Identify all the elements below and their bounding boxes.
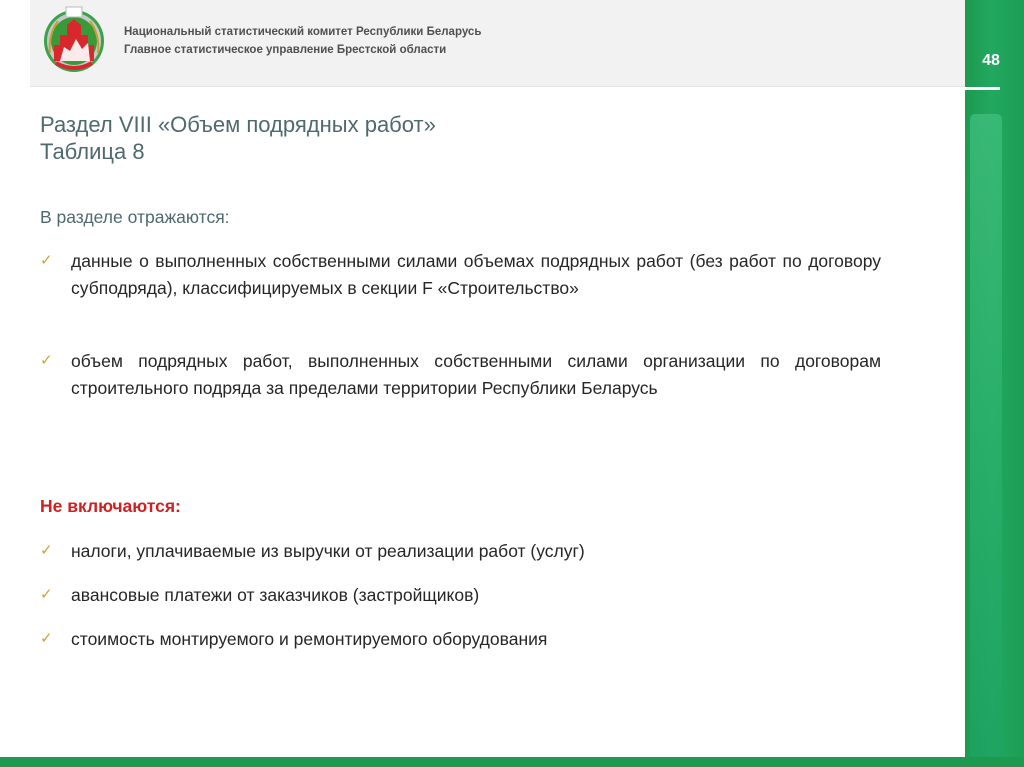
check-icon: ✓ — [40, 352, 53, 369]
list-item — [40, 541, 880, 569]
list-item — [40, 351, 880, 433]
list-item — [40, 251, 880, 333]
list-item — [40, 585, 880, 613]
table-title: Таблица 8 — [40, 139, 145, 164]
check-icon: ✓ — [40, 252, 53, 269]
org-name-line1: Национальный статистический комитет Республики Беларусь — [124, 26, 482, 38]
bottom-bar — [0, 757, 1024, 767]
excluded-heading: Не включаются: — [40, 496, 181, 516]
sidebar-panel — [970, 114, 1002, 759]
page-number: 48 — [982, 52, 1000, 69]
list-item-text: авансовые платежи от заказчиков (застройщиков) — [71, 585, 480, 605]
check-icon: ✓ — [40, 586, 53, 603]
section-title: Раздел VIII «Объем подрядных работ» — [40, 112, 436, 137]
emblem-icon — [40, 5, 108, 75]
org-name-line2: Главное статистическое управление Брестской области — [124, 44, 447, 56]
list-item — [40, 629, 880, 657]
list-item-text: налоги, уплачиваемые из выручки от реализации работ (услуг) — [71, 541, 585, 561]
list-item-text: данные о выполненных собственными силами объемах подрядных работ (без работ по договору субподряда), классифицируемых в секции F «Строительство» — [71, 251, 881, 298]
list-item-text: стоимость монтируемого и ремонтируемого оборудования — [71, 629, 548, 649]
list-item-text: объем подрядных работ, выполненных собственными силами организации по договорам строительного подряда за пределами территории Республики Беларусь — [71, 351, 881, 398]
page-number-underline — [964, 87, 1000, 90]
check-icon: ✓ — [40, 542, 53, 559]
included-heading: В разделе отражаются: — [40, 207, 230, 227]
check-icon: ✓ — [40, 630, 53, 647]
